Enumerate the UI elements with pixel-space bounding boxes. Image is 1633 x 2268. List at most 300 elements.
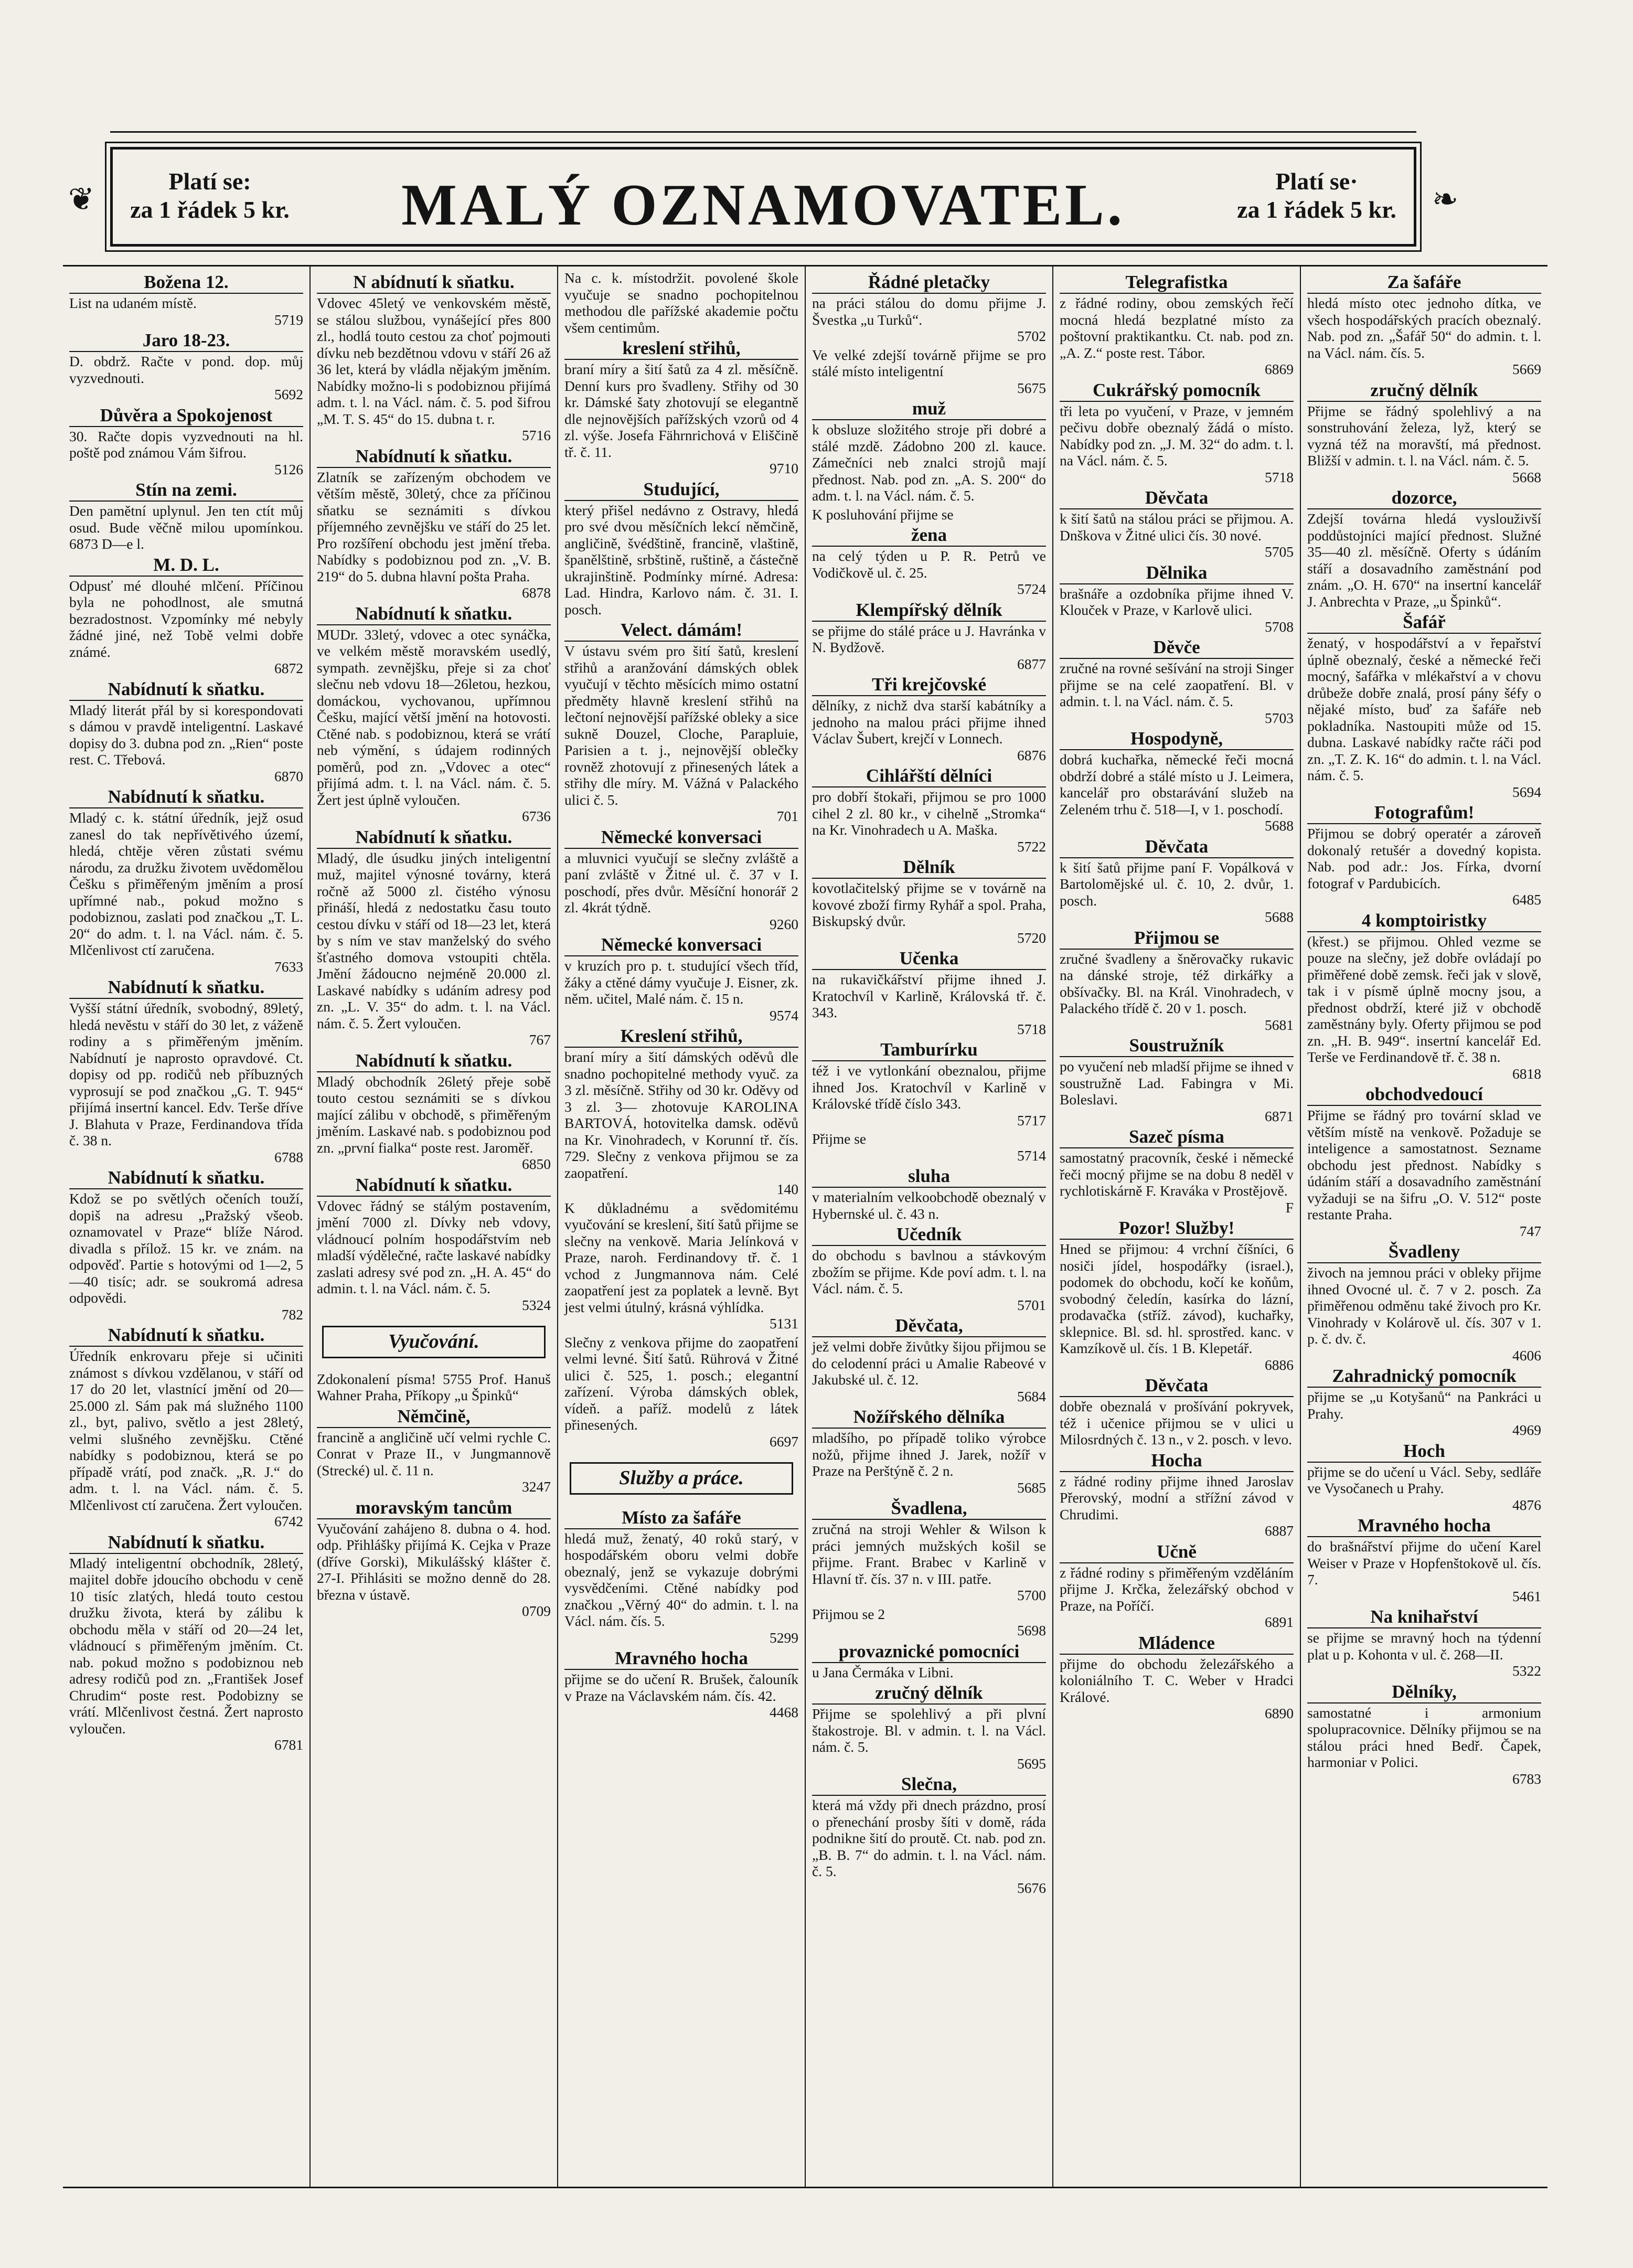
ad-text: hledá muž, ženatý, 40 roků starý, v hospodářském oboru velmi dobře obeznalý, jenž se vykazuje dobrými vysvědčeními. Ctěné nabídky pod značkou „Věrný 40“ do admin. t. l. na Václ. nám. čís. 5. — [564, 1530, 798, 1629]
classified-ad — [69, 480, 303, 552]
price-right-line1: Platí se· — [1275, 168, 1358, 195]
ad-number: 6869 — [1265, 361, 1294, 377]
classified-ad — [317, 1371, 551, 1404]
classified-ad — [1307, 1366, 1541, 1439]
ad-text: z řádné rodiny, obou zemských řečí mocná hledá bezplatné místo za poštovní praktikantku. Ct. nab. pod zn. „A. Z.“ poste rest. Tábor. — [1060, 295, 1294, 361]
classified-ad — [69, 555, 303, 677]
classified-ad — [317, 603, 551, 825]
ad-number: 5708 — [1265, 618, 1294, 635]
ad-text: též i ve vytlonkání obeznalou, přijme ihned Jos. Kratochvíl v Karlině v Královské třídě číslo 343. — [812, 1062, 1046, 1112]
classified-ad — [812, 525, 1046, 598]
ad-heading: provaznické pomocníci — [812, 1641, 1046, 1663]
ad-text: hledá místo otec jednoho dítka, ve všech hospodářských pracích obeznalý. Nab. pod zn. „Šafář 50“ do admin. t. l. na Václ. nám. čís. 5. — [1307, 295, 1541, 361]
section-box: Služby a práce. — [570, 1462, 793, 1495]
ad-number: 6818 — [1512, 1065, 1541, 1082]
ad-text: mladšího, po případě toliko výrobce nožů, přijme ihned J. Jarek, nožíř v Praze na Perštýně č. 2 n. — [812, 1430, 1046, 1479]
ad-text: dělníky, z nichž dva starší kabátníky a jednoho na malou práci přijme ihned Václav Šubert, krejčí v Lonnech. — [812, 697, 1046, 747]
ad-text: brašnáře a ozdobníka přijme ihned V. Klouček v Praze, v Karlově ulici. — [1060, 585, 1294, 618]
ad-heading: Zahradnický pomocník — [1307, 1366, 1541, 1388]
ad-heading: Nabídnutí k sňatku. — [69, 679, 303, 701]
ad-heading: zručný dělník — [1307, 380, 1541, 402]
ad-number: 5700 — [1017, 1587, 1046, 1603]
ad-number: 4876 — [1512, 1496, 1541, 1513]
classified-ad — [564, 1200, 798, 1332]
ad-heading: Kreslení střihů, — [564, 1026, 798, 1048]
ad-text: Kdož se po světlých očeních touží, dopiš na adresu „Pražský všeob. oznamovatel v Praze“ blíže Národ. divadla s přílož. 15 kr. ve znám. na odpověď. Partie s hotovými od 1—2, 5—40 tisíc; adr. se soukromá adresa odpovědi. — [69, 1190, 303, 1306]
ad-heading: Nabídnutí k sňatku. — [69, 1325, 303, 1347]
ad-number: 6788 — [274, 1148, 303, 1165]
ad-text: dobře obeznalá v prošívání pokryvek, též i učenice přijmou se v ulici u Milosrdných č. 13 n., v 2. posch. v levo. — [1060, 1398, 1294, 1447]
ad-text: Přijme se — [812, 1131, 867, 1147]
ad-text: do obchodu s bavlnou a stávkovým zbožím se přijme. Kde poví adm. t. l. na Václ. nám. č. 5. — [812, 1247, 1046, 1296]
ad-number: 5299 — [770, 1629, 798, 1646]
classified-ad — [69, 786, 303, 975]
ad-text: Přijmou se dobrý operatér a zároveň dokonalý retušér a dovedný kopista. Nab. pod adr.: Jos. Fírka, dvorní fotograf v Pardubicích. — [1307, 825, 1541, 891]
ad-number: 9260 — [770, 915, 798, 932]
ad-number: 6878 — [522, 584, 551, 601]
ad-number: 140 — [776, 1181, 798, 1197]
ad-heading: Děvčata, — [812, 1315, 1046, 1337]
ad-heading: Přijmou se — [1060, 928, 1294, 950]
ad-heading: Děvčata — [1060, 836, 1294, 858]
ad-number: 5718 — [1017, 1020, 1046, 1037]
ad-heading: kreslení střihů, — [564, 338, 798, 360]
ad-text: Vdovec řádný se stálým postavením, jmění 7000 zl. Dívky neb vdovy, vládnoucí polním hospodářstvím neb mladší výdělečné, račte laskavé nabídky zaslati adresy své pod zn. „H. A. 45“ do admin. t. l. na Václ. nám. č. 5. — [317, 1197, 551, 1296]
ad-heading: Tamburírku — [812, 1039, 1046, 1061]
ad-number: 3247 — [522, 1478, 551, 1495]
classified-ad — [812, 948, 1046, 1037]
ad-heading: Studující, — [564, 479, 798, 501]
ad-number: 6697 — [770, 1433, 798, 1450]
ad-heading: Mravného hocha — [1307, 1515, 1541, 1537]
classified-ad — [1060, 728, 1294, 834]
ad-number: 5716 — [522, 427, 551, 443]
ad-text: přijme do obchodu železářského a koloniálního T. C. Weber v Hradci Králové. — [1060, 1655, 1294, 1705]
ad-text: v materialním velkoobchodě obeznalý v Hybernské ul. č. 43 n. — [812, 1189, 1046, 1222]
ad-number: 6781 — [274, 1737, 303, 1753]
ad-number: F — [1285, 1199, 1294, 1216]
ad-heading: Německé konversaci — [564, 827, 798, 849]
classified-ad — [1060, 1035, 1294, 1124]
ad-heading: Nabídnutí k sňatku. — [69, 977, 303, 999]
ad-text: z řádné rodiny přijme ihned Jaroslav Přerovský, modní a střížní závod v Chrudimi. — [1060, 1473, 1294, 1522]
ad-number: 5131 — [770, 1315, 798, 1332]
ad-heading: Cihlářští dělníci — [812, 765, 1046, 787]
ad-heading: Dělníky, — [1307, 1681, 1541, 1703]
classified-ad — [1307, 272, 1541, 378]
ad-number: 6877 — [1017, 655, 1046, 672]
ad-heading: Sazeč písma — [1060, 1126, 1294, 1148]
ad-text: francině a angličině učí velmi rychle C. Conrat v Praze II., v Jungmannově (Strecké) ul. č. 11 n. — [317, 1429, 551, 1478]
price-notice-right — [1230, 167, 1403, 224]
ad-text: Přijmou se 2 — [812, 1605, 885, 1622]
ad-number: 5705 — [1265, 544, 1294, 560]
ad-heading: Šafář — [1307, 612, 1541, 634]
ad-number: 5126 — [274, 461, 303, 477]
ad-heading: Slečna, — [812, 1774, 1046, 1796]
column-1 — [63, 267, 311, 2187]
ad-text: Mladý obchodník 26letý přeje sobě touto cestou seznámiti se s dívkou mající zálibu v obchodě, s přiměřeným jměním. Laskavé nab. s podobiznou pod zn. „první fialka“ poste rest. Jaroměř. — [317, 1073, 551, 1156]
ad-heading: Nabídnutí k sňatku. — [69, 1532, 303, 1554]
classified-ad — [812, 1774, 1046, 1896]
ad-number: 5669 — [1512, 361, 1541, 377]
ad-heading: Nabídnutí k sňatku. — [317, 603, 551, 625]
ad-heading: N abídnutí k sňatku. — [317, 272, 551, 294]
ad-heading: Švadleny — [1307, 1241, 1541, 1263]
ad-heading: Dělník — [812, 857, 1046, 879]
classified-ad — [812, 600, 1046, 673]
ad-text: který přišel nedávno z Ostravy, hledá pro své dvou měsíčních lekcí němčině, angličině, švédštině, francině, vlaštině, španělštině, srbštině, ruštině, a částečně ukrajinštině. Podmínky mírné. Adresa: Lad. Hindra, Karlovo nám. č. 31. I. posch. — [564, 502, 798, 617]
ad-text: zručné švadleny a šněrovačky rukavic na dánské stroje, též dirkářky a obšívačky. Bl. na Král. Vinohradech, v Palackého třídě č. 20 v 1. posch. — [1060, 950, 1294, 1016]
classified-ad — [812, 1641, 1046, 1681]
ad-text: Slečny z venkova přijme do zaopatření velmi levné. Šití šatů. Rührová v Žitné ulici č. 525, 1. posch.; elegantní zařízení. Výroba dámských oblek, vídeň. a paříž. modelů z látek přinesených. — [564, 1334, 798, 1433]
ad-heading: Dělnika — [1060, 562, 1294, 584]
ad-text: braní míry a šití šatů za 4 zl. měsíčně. Denní kurs pro švadleny. Střihy od 30 kr. Dámské šaty zhotovují se elegantně dle nejnovějších pařížských vzorů od 4 zl. výše. Josefa Fährnrichová v Eliščině tř. č. 11. — [564, 361, 798, 460]
classified-ad — [1060, 562, 1294, 635]
classified-ad — [564, 270, 798, 336]
ad-heading: Učedník — [812, 1224, 1046, 1246]
ad-text: (křest.) se přijmou. Ohled vezme se pouze na slečny, jež dobře ovládají po přiměřené době zemsk. řeči jak v slově, tak i v písmě úplně mocny jsou, a přednost obdrží, které již v obchodě zaměstnány byly. Oferty přijmou se pod zn. „H. B. 949“. insertní kancelář Ed. Terše ve Ferdinandově tř. č. 38 n. — [1307, 933, 1541, 1065]
classified-ad — [812, 506, 1046, 523]
classified-ad — [69, 330, 303, 403]
ad-number: 9574 — [770, 1007, 798, 1024]
ad-heading: Hospodyně, — [1060, 728, 1294, 750]
ad-number: 6783 — [1512, 1770, 1541, 1787]
ad-text: ženatý, v hospodářství a v řepařství úplně obeznalý, české a německé řeči mocný, šafářka v mlékařství a v chovu drůbeže dobře znalá, prosí pány šéfy o nějaké místo, buď za šafáře neb pokladníka. Nastoupiti může od 15. dubna. Laskavé nabídky račte ráči pod zn. „T. Z. K. 16“ do admin. t. l. na Václ. nám. č. 5. — [1307, 635, 1541, 783]
classified-ad — [1307, 1241, 1541, 1364]
ad-heading: Pozor! Služby! — [1060, 1218, 1294, 1240]
ad-columns — [63, 265, 1547, 2188]
ad-number: 6887 — [1265, 1522, 1294, 1539]
ad-text: Vyšší státní úředník, svobodný, 89letý, hledá nevěstu v stáří do 30 let, z váženě rodiny a s přiměřeným jměním. Nabídnutí je naprosto opravdové. Ct. dopisy od pp. rodičů neb příbuzných vyprosují se pod značkou „G. T. 945“ přijímá insertní kancel. Edv. Terše dříve J. Blahuta v Praze, Ferdinandova třída č. 38 n. — [69, 1000, 303, 1148]
ornament-left-icon: ❦ — [68, 181, 95, 218]
ad-number: 5698 — [1017, 1622, 1046, 1638]
classified-ad — [69, 405, 303, 478]
classified-ad — [812, 347, 1046, 397]
price-left-line2: za 1 řádek 5 kr. — [130, 196, 290, 223]
ad-heading: Jaro 18-23. — [69, 330, 303, 352]
ad-text: kovotlačitelský přijme se v továrně na kovové zboží firmy Ryhář a spol. Praha, Biskupský dvůr. — [812, 880, 1046, 929]
ad-number: 6886 — [1265, 1356, 1294, 1373]
ad-number: 4468 — [770, 1704, 798, 1720]
classified-ad — [1307, 380, 1541, 486]
ad-heading: Učenka — [812, 948, 1046, 970]
ad-text: k obsluze složitého stroje při dobré a stálé mzdě. Zádobno 200 zl. kauce. Zámečníci neb znalci strojů mají přednost. Nab. pod zn. „A. S. 200“ do adm. t. l. na Václ. nám. č. 5. — [812, 421, 1046, 504]
ad-number: 5688 — [1265, 817, 1294, 834]
classified-ad — [812, 1407, 1046, 1496]
classified-ad — [564, 1648, 798, 1721]
ad-number: 5717 — [1017, 1112, 1046, 1128]
ad-heading: Soustružník — [1060, 1035, 1294, 1057]
column-2 — [311, 267, 558, 2187]
ad-number: 6850 — [522, 1156, 551, 1172]
ad-number: 5694 — [1512, 783, 1541, 800]
ad-number: 5719 — [274, 311, 303, 328]
ad-heading: Nabídnutí k sňatku. — [69, 786, 303, 808]
classified-ad — [1060, 380, 1294, 486]
ad-number: 4606 — [1512, 1347, 1541, 1364]
ad-number: 5322 — [1512, 1663, 1541, 1679]
classified-ad — [317, 446, 551, 601]
ad-text: jež velmi dobře živůtky šijou přijmou se do celodenní práci u Amalie Rabeové v Jakubské ul. č. 12. — [812, 1338, 1046, 1388]
column-3 — [558, 267, 806, 2187]
ad-heading: Děvčata — [1060, 1375, 1294, 1397]
ad-heading: Švadlena, — [812, 1498, 1046, 1520]
ad-number: 5668 — [1512, 468, 1541, 485]
ad-number: 6876 — [1017, 747, 1046, 763]
classified-ad — [812, 1224, 1046, 1313]
ad-text: k šití šatů na stálou práci se přijmou. A. Dnškova v Žitné ulici čís. 30 nové. — [1060, 510, 1294, 544]
ad-text: Mladý c. k. státní úředník, jejž osud zanesl do tak nepřívětivého území, hledá, chtěje věren zůstati svému národu, za družku životem uvědomělou Češku s přiměřeným jměním a prosí upřímné nab., pokud možno s podobiznou, zaslati pod značkou „T. L. 20“ do adm. t. l. na Václ. nám. č. 5. Mlčenlivost ctí zaručena. — [69, 810, 303, 958]
classified-ad — [69, 1325, 303, 1530]
ad-text: Přijme se spolehlivý a při plvní štakostroje. Bl. v admin. t. l. na Václ. nám. č. 5. — [812, 1706, 1046, 1755]
classified-ad — [69, 272, 303, 328]
ad-text: samostatný pracovník, české i německé řeči mocný přijme se na dobu 8 neděl v rychlotiskárně F. Kraváka v Prostějově. — [1060, 1149, 1294, 1199]
classified-ad — [812, 1683, 1046, 1772]
ad-text: živoch na jemnou práci v obleky přijme ihned Ovocné ul. č. 7 v 2. posch. Za přiměřenou odměnu také živoch pro Kr. Vinohrady v Kolárově ul. čís. 307 v 1. p. č. dv. č. — [1307, 1264, 1541, 1347]
ad-text: v kruzích pro p. t. studující všech tříd, žáky a ctěné dámy vyučuje J. Eisner, zk. něm. učitel, Malé nám. č. 15 n. — [564, 957, 798, 1007]
ad-heading: Na knihařství — [1307, 1606, 1541, 1628]
classified-ad — [1060, 928, 1294, 1034]
ad-text: Vdovec 45letý ve venkovském městě, se stálou službou, vynášející přes 800 zl., hodlá touto cestou za choť pojmouti dívku neb bezdětnou vdovu v stáří 26 až 36 let, která by vládla nějakým jměním. Nabídky možno-li s podobiznou přijímá adm. t. l. na Václ. nám. č. 5. pod šifrou „M. T. S. 45“ do 15. dubna t. r. — [317, 295, 551, 427]
ad-heading: Německé konversaci — [564, 934, 798, 956]
ad-heading: dozorce, — [1307, 487, 1541, 509]
ad-text: z řádné rodiny s přiměřeným vzděláním přijme J. Krčka, železářský obchod v Praze, na Poříčí. — [1060, 1564, 1294, 1614]
classified-ad — [812, 1315, 1046, 1404]
ad-text: Mladý inteligentní obchodník, 28letý, majitel dobře jdoucího obchodu v ceně 10 tisíc zlatých, hledá touto cestou družku života, která by zálibu k obchodu měla v stáří od 20—24 let, vládnoucí s přiměřeným jměním. Ct. nab. pokud možno s podobiznou neb adresy rodičů pod zn. „František Josef Chrudim“ poste rest. Podobizny se vrátí. Mlčenlivost čestná. Žert naprosto vyloučen. — [69, 1554, 303, 1737]
classified-ad — [564, 1026, 798, 1198]
ad-text: přijme se do učení R. Brušek, čalouník v Praze na Václavském nám. čís. 42. — [564, 1671, 798, 1704]
ad-heading: moravským tancům — [317, 1497, 551, 1519]
ad-number: 6742 — [274, 1513, 303, 1529]
ad-heading: muž — [812, 398, 1046, 420]
ad-heading: Děvčata — [1060, 487, 1294, 509]
classified-ad — [317, 1050, 551, 1173]
ad-number: 5688 — [1265, 909, 1294, 925]
ad-text: List na udaném místě. — [69, 295, 197, 311]
classified-ad — [1307, 1084, 1541, 1239]
ad-number: 5714 — [1017, 1147, 1046, 1164]
classified-ad — [812, 1166, 1046, 1222]
classified-ad — [69, 1532, 303, 1753]
ad-number: 5701 — [1017, 1296, 1046, 1313]
ad-text: braní míry a šití dámských oděvů dle snadno pochopitelné methody vyuč. za 3 zl. měsíčně. Střihy od 30 kr. Oděvy od 3 zl. 3— zhotovuje KAROLINA BARTOVÁ, hotovitelka damsk. oděvů na Kr. Vinohradech, v Korunní tř. čís. 729. Slečny z venkova přijmou se za zaopatření. — [564, 1049, 798, 1181]
classified-ad — [812, 857, 1046, 946]
classified-ad — [564, 827, 798, 933]
classified-ad — [1307, 1681, 1541, 1787]
ad-heading: žena — [812, 525, 1046, 547]
ad-text: Zdejší továrna hledá vyslouživší poddůstojníci mající přednost. Služné 35—40 zl. měsíčně. Oferty s údáním stáří a dosavadního zaměstnání pod znám. „O. H. 670“ na insertní kancelář J. Anbrechta v Praze, „u Špinků“. — [1307, 510, 1541, 610]
ad-text: Den pamětní uplynul. Jen ten ctít můj osud. Bude věčně milou upomínkou. 6873 D—e l. — [69, 503, 303, 552]
ad-text: Zdokonalení písma! 5755 Prof. Hanuš Wahner Praha, Příkopy „u Špinků“ — [317, 1370, 551, 1403]
ad-number: 6871 — [1265, 1108, 1294, 1124]
ad-heading: Děvče — [1060, 637, 1294, 659]
price-right-line2: za 1 řádek 5 kr. — [1237, 196, 1396, 223]
column-4 — [806, 267, 1053, 2187]
classified-ad — [1060, 487, 1294, 560]
ad-text: na rukavičkářství přijme ihned J. Kratochvíl v Karlině, Královská tř. č. 343. — [812, 971, 1046, 1020]
ad-heading: obchodvedoucí — [1307, 1084, 1541, 1106]
ad-number: 5702 — [1017, 328, 1046, 344]
ad-number: 5676 — [1017, 1879, 1046, 1896]
ad-number: 9710 — [770, 460, 798, 476]
ad-text: 30. Račte dopis vyzvednouti na hl. poště pod známou Vám šifrou. — [69, 428, 303, 461]
ad-text: Ve velké zdejší továrně přijme se pro stálé místo inteligentní — [812, 346, 1046, 379]
ad-heading: Mravného hocha — [564, 1648, 798, 1670]
ad-heading: sluha — [812, 1166, 1046, 1188]
ad-text: D. obdrž. Račte v pond. dop. můj vyzvednouti. — [69, 353, 303, 386]
ad-number: 747 — [1519, 1222, 1541, 1239]
ad-number: 782 — [281, 1306, 303, 1323]
ad-heading: Nabídnutí k sňatku. — [69, 1167, 303, 1189]
classified-ad — [69, 977, 303, 1165]
ad-text: Přijme se řádný spolehlivý a na sonstruhování železa, lyž, který se vyzná též na moravští, má přednost. Bližší v admin. t. l. na Václ. nám. č. 5. — [1307, 402, 1541, 468]
ad-heading: Cukrářský pomocník — [1060, 380, 1294, 402]
ad-heading: Místo za šafáře — [564, 1507, 798, 1529]
ad-text: Mladý literát přál by si korespondovati s dámou v pravdě inteligentní. Laskavé dopisy do 3. dubna pod zn. „Rien“ poste rest. C. Třebová. — [69, 701, 303, 768]
ad-text: dobrá kuchařka, německé řeči mocná obdrží dobré a stálé místo u J. Leimera, kancelář pro obstarávání služeb na Zeleném trhu č. 518—I, v 1. poschodí. — [1060, 751, 1294, 817]
ad-number: 5692 — [274, 386, 303, 402]
ad-heading: Telegrafistka — [1060, 272, 1294, 294]
classified-ad — [1060, 1541, 1294, 1631]
classified-ad — [812, 674, 1046, 763]
ad-number: 4969 — [1512, 1422, 1541, 1438]
classified-ad — [564, 1507, 798, 1646]
ad-heading: zručný dělník — [812, 1683, 1046, 1705]
classified-ad — [1307, 1606, 1541, 1679]
ad-number: 5724 — [1017, 581, 1046, 597]
ad-text: K důkladnému a svědomitému vyučování se kreslení, šití šatů přijme se slečny na venkově. Maria Jelínková v Praze, naroh. Ferdinandovy tř. č. 1 vchod z Jungmannova nám. Celé zaopatření jest za poplatek a levně. Byt jest velmi útulný, krásná výhlídka. — [564, 1199, 798, 1315]
classified-ad — [1307, 1441, 1541, 1514]
ad-text: Odpusť mé dlouhé mlčení. Příčinou byla ne pohodlnost, ale smutná bezradostnost. Vzpomínky mé nebyly žádné jiné, než Tobě velmi dobře známé. — [69, 577, 303, 660]
classified-ad — [1060, 1633, 1294, 1722]
classified-ad — [1307, 612, 1541, 800]
ad-number: 7633 — [274, 958, 303, 975]
ad-number: 5720 — [1017, 929, 1046, 946]
ad-heading: M. D. L. — [69, 555, 303, 577]
ad-number: 5675 — [1017, 379, 1046, 396]
ad-text: Úředník enkrovaru přeje si učiniti známost s dívkou vzdělanou, v stáří od 17 do 20 let, vlastnící jmění od 20—25.000 zl. Sám pak má služného 1100 zl., byt, palivo, světlo a jest 28letý, velmi slušného zevnějšku. Ctěné nabídky s podobiznou, která se po případě vrátí, pod značk. „R. J.“ do adm. t. l. na Václ. nám. č. 5. Mlčenlivost ctí zaručena. Žert vyloučen. — [69, 1348, 303, 1513]
ad-number: 6736 — [522, 808, 551, 824]
price-left-line1: Platí se: — [168, 168, 251, 195]
ad-number: 6485 — [1512, 891, 1541, 908]
top-rule — [110, 131, 1416, 133]
classified-ad — [317, 1175, 551, 1314]
classified-ad — [564, 934, 798, 1024]
ad-heading: Za šafáře — [1307, 272, 1541, 294]
ad-number: 5461 — [1512, 1588, 1541, 1604]
ad-number: 5685 — [1017, 1479, 1046, 1496]
classified-ad — [1060, 1450, 1294, 1539]
ad-text: pro dobří štokaři, přijmou se pro 1000 cihel 2 zl. 80 kr., v cihelně „Stromka“ na Kr. Vinohradech u A. Maška. — [812, 789, 1046, 838]
classified-ad — [1060, 836, 1294, 925]
ad-heading: Stín na zemi. — [69, 480, 303, 502]
ad-text: V ústavu svém pro šití šatů, kreslení střihů a aranžování dámských oblek vyučují v těchto měsících mimo ostatní předměty hlavně kreslení střihů na lečtoní nejnovější pařížské obleky a sice sukně Douzel, Cloche, Parapluie, Parisien a t. j., nejnovější oblečky rovněž zhotovují z přinesených látek a střihy dle míry. M. Vážná v Palackého ulici č. 5. — [564, 643, 798, 808]
ad-number: 701 — [776, 808, 798, 824]
ad-heading: Velect. dámám! — [564, 620, 798, 642]
classified-ad — [564, 1334, 798, 1450]
ad-text: Hned se přijmou: 4 vrchní číšníci, 6 nosiči jídel, hospodářky (israel.), podomek do obchodu, kočí ke koňům, svobodný čeledín, kasírka do lázní, prodavačka (stříž. závod), kuchařky, sklepnice. Bl. sd. hl. sprostřed. kanc. v Kamzíkově ul. čís. 1 B. Klepetář. — [1060, 1241, 1294, 1356]
ad-number: 5703 — [1265, 709, 1294, 726]
ad-text: která má vždy při dnech prázdno, prosí o přenechání prosby šíti v domě, ráda podnikne šití do proutě. Ct. nab. pod zn. „B. B. 7“ do admin. t. l. na Václ. nám. č. 5. — [812, 1797, 1046, 1879]
ad-text: přijme se „u Kotyšanů“ na Pankráci u Prahy. — [1307, 1389, 1541, 1422]
classified-ad — [1307, 1515, 1541, 1604]
ad-text: Mladý, dle úsudku jiných inteligentní muž, majitel výnosné továrny, která ročně až 5000 zl. čistého výnosu přináší, hledá z nedostatku času touto cestou dívku v stáří od 18—23 let, která by s ním ve stav manželský do svého šťastného domova vstoupiti chtěla. Jmění žádoucno nejméně 20.000 zl. Laskavé nabídky s udáním adresy pod zn. „L. V. 35“ do adm. t. l. na Václ. nám. č. 5. Žert vyloučen. — [317, 849, 551, 1031]
classified-ad — [564, 338, 798, 477]
classified-ad — [69, 679, 303, 785]
ad-heading: Mládence — [1060, 1633, 1294, 1655]
ad-text: zručná na stroji Wehler & Wilson k práci jemných mužských košil se přijme. Frant. Brabec v Karlině v Hlavní tř. čís. 37 n. v III. patře. — [812, 1521, 1046, 1587]
classified-ad — [1307, 802, 1541, 908]
ad-number: 5681 — [1265, 1016, 1294, 1033]
ad-number: 6872 — [274, 660, 303, 676]
ad-heading: Nabídnutí k sňatku. — [317, 1175, 551, 1197]
classified-ad — [812, 1606, 1046, 1639]
ad-text: zručné na rovné sešívání na stroji Singer přijme se na celé zaopatření. Bl. v admin. t. l. na Václ. nám. č. 5. — [1060, 660, 1294, 709]
classified-ad — [1060, 1218, 1294, 1373]
classified-ad — [564, 479, 798, 618]
ad-text: tři leta po vyučení, v Praze, v jemném pečivu dobře obeznalý žádá o místo. Nabídky pod zn. „J. M. 32“ do adm. t. l. na Václ. nám. č. 5. — [1060, 402, 1294, 468]
ad-heading: Božena 12. — [69, 272, 303, 294]
classified-ad — [812, 1498, 1046, 1604]
ad-heading: Hocha — [1060, 1450, 1294, 1472]
ad-number: 5684 — [1017, 1388, 1046, 1404]
ad-number: 767 — [529, 1031, 551, 1048]
ad-text: na práci stálou do domu přijme J. Švestka „u Turků“. — [812, 295, 1046, 328]
ad-heading: Důvěra a Spokojenost — [69, 405, 303, 427]
section-box: Vyučování. — [322, 1326, 546, 1358]
ad-number: 6891 — [1265, 1614, 1294, 1630]
classified-ad — [1060, 1126, 1294, 1216]
ad-text: Přijme se řádný pro tovární sklad ve větším místě na venkově. Požaduje se inteligence a samostatnost. Sezname obchodu jest přednost. Nabídky s údáním stáří a dosavadního zaměstnání vyžaduji se na šifru „O. V. 512“ poste restante Praha. — [1307, 1107, 1541, 1222]
ad-text: přijme se do učení u Václ. Seby, sedláře ve Vysočanech u Prahy. — [1307, 1463, 1541, 1496]
classified-ad — [317, 1497, 551, 1620]
ad-heading: Hoch — [1307, 1441, 1541, 1463]
masthead — [68, 147, 1459, 247]
classified-ad — [812, 398, 1046, 504]
ad-text: Zlatník se zařízeným obchodem ve větším městě, 30letý, chce za příčinou sňatku se seznámiti s dívkou příjemného zevnějšku ve stáří do 25 let. Pro rozšíření obchodu jest jmění třeba. Nabídky s podobiznou pod zn. „V. B. 219“ do 5. dubna hlavní pošta Praha. — [317, 468, 551, 584]
ad-heading: Tři krejčovské — [812, 674, 1046, 696]
ad-number: 6870 — [274, 768, 303, 784]
ad-text: se přijme se mravný hoch na týdenní plat u p. Kohonta v ul. č. 268—II. — [1307, 1630, 1541, 1663]
classified-ad — [564, 620, 798, 825]
ad-number: 0709 — [522, 1603, 551, 1619]
classified-ad — [317, 272, 551, 444]
classified-ad — [812, 272, 1046, 345]
classified-ad — [317, 827, 551, 1048]
classified-ad — [812, 1131, 1046, 1164]
page-title: MALÝ OZNAMOVATEL. — [401, 173, 1125, 238]
classified-ad — [812, 765, 1046, 855]
classified-ad — [317, 1406, 551, 1495]
ad-number: 5324 — [522, 1296, 551, 1313]
ad-heading: Učně — [1060, 1541, 1294, 1563]
ad-heading: Nožířského dělníka — [812, 1407, 1046, 1429]
ad-text: do brašnářství přijme do učení Karel Weiser v Praze v Hopfenštokově ul. čís. 7. — [1307, 1538, 1541, 1588]
classified-ad — [1307, 910, 1541, 1082]
ad-heading: Fotografům! — [1307, 802, 1541, 824]
ad-text: po vyučení neb mladší přijme se ihned v soustružně Lad. Fabingra v Mi. Boleslavi. — [1060, 1058, 1294, 1108]
ad-number: 5718 — [1265, 468, 1294, 485]
classified-ad — [1060, 1375, 1294, 1448]
ad-text: u Jana Čermáka v Libni. — [812, 1664, 954, 1680]
ad-text: Vyučování zahájeno 8. dubna o 4. hod. odp. Přihlášky přijímá K. Cejka v Praze (dříve Gorski), Mikulášský klášter č. 27-I. Přihlásiti se možno denně do 28. března v ústavě. — [317, 1520, 551, 1603]
ad-number: 6890 — [1265, 1705, 1294, 1721]
classified-ad — [1307, 487, 1541, 610]
ad-heading: Klempířský dělník — [812, 600, 1046, 622]
ad-heading: Nabídnutí k sňatku. — [317, 446, 551, 468]
ad-text: samostatné i armonium spolupracovnice. Dělníky přijmou se na stálou práci hned Bedř. Čapek, harmoniar v Polici. — [1307, 1704, 1541, 1770]
